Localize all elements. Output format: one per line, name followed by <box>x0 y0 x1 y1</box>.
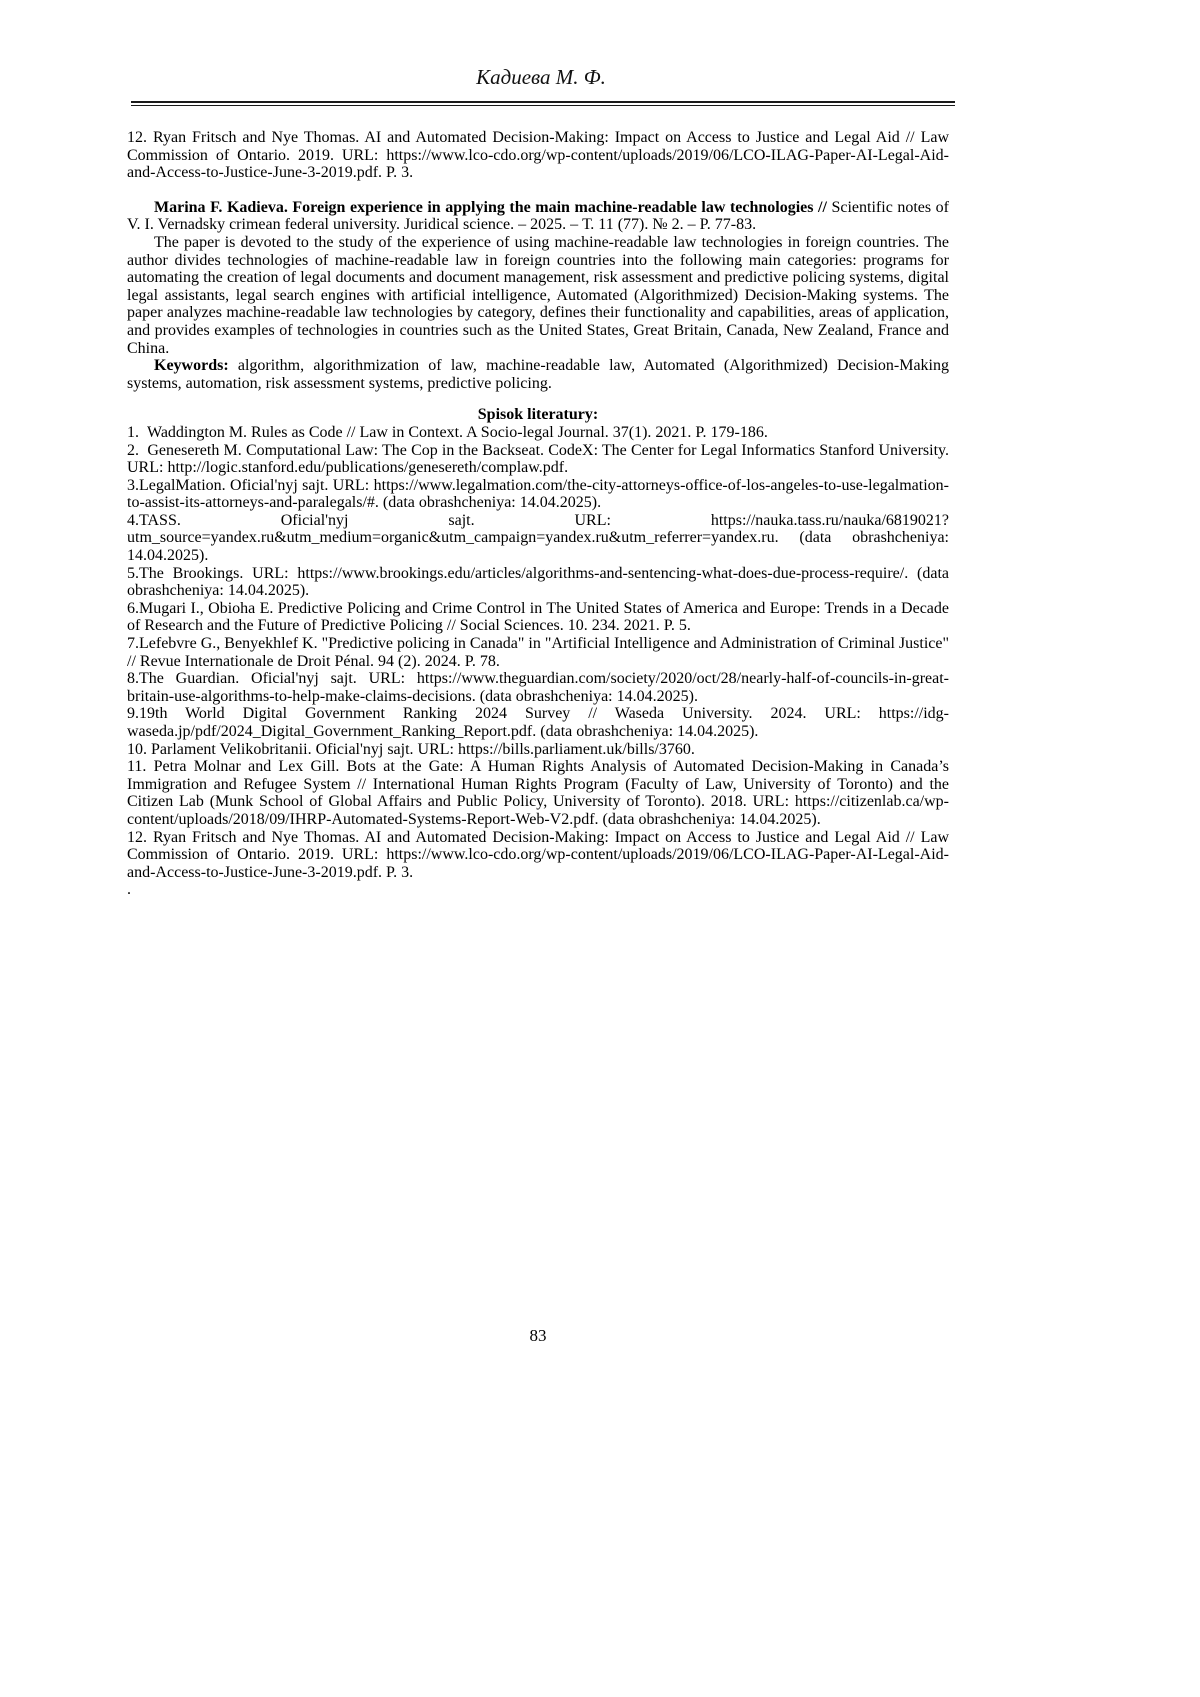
running-header <box>128 64 954 90</box>
reference-item-10: 10. Parlament Velikobritanii. Oficial'nyj sajt. URL: https://bills.parliament.uk/bills/3760. <box>127 740 695 758</box>
header-rule <box>131 101 955 106</box>
trailing-period: . <box>127 881 131 899</box>
page-content <box>127 129 949 899</box>
reference-item-6: 6.Mugari I., Obioha E. Predictive Policing and Crime Control in The United States of America and Europe: Trends in a Decade of Research and the Future of Predictive Policing // Social Sciences. 10. 234. 2021. P. 5. <box>127 599 949 635</box>
running-header-author: Кадиева М. Ф. <box>476 65 606 89</box>
references-heading: Spisok literatury: <box>477 406 599 424</box>
article-abstract: The paper is devoted to the study of the experience of using machine-readable law technologies in foreign countries. The author divides technologies of machine-readable law in foreign countries into the following main categories: programs for automating the creation of legal documents and document management, risk assessment and predictive policing systems, digital legal assistants, legal search engines with artificial intelligence, Automated (Algorithmized) Decision-Making systems. The paper analyzes machine-readable law technologies by category, defines their functionality and capabilities, areas of application, and provides examples of technologies in countries such as the United States, Great Britain, Canada, New Zealand, France and China. <box>127 233 949 357</box>
reference-item-12: 12. Ryan Fritsch and Nye Thomas. AI and Automated Decision-Making: Impact on Access to Justice and Legal Aid // Law Commission of Ontario. 2019. URL: https://www.lco-cdo.org/wp-content/uploads/2019/06/LCO-ILAG-Paper-AI-Legal-Aid-and-Access-to-Justice-June-3-2019.pdf. P. 3. <box>127 828 949 881</box>
reference-item-8: 8.The Guardian. Oficial'nyj sajt. URL: https://www.theguardian.com/society/2020/oct/28/nearly-half-of-councils-in-great-britain-use-algorithms-to-help-make-claims-decisions. (data obrashcheniya: 14.04.2025). <box>127 670 949 705</box>
reference-item-4: 4.TASS. Oficial'nyj sajt. URL: https://nauka.tass.ru/nauka/6819021?utm_source=yandex.ru&utm_medium=organic&utm_campaign=yandex.ru&utm_referrer=yandex.ru. (data obrashcheniya: 14.04.2025). <box>127 511 949 565</box>
reference-continuation: 12. Ryan Fritsch and Nye Thomas. AI and Automated Decision-Making: Impact on Access to Justice and Legal Aid // Law Commission of Ontario. 2019. URL: https://www.lco-cdo.org/wp-content/uploads/2019/06/LCO-ILAG-Paper-AI-Legal-Aid-and-Access-to-Justice-June-3-2019.pdf. P. 3. <box>127 129 949 182</box>
reference-item-2: 2. Genesereth M. Computational Law: The Cop in the Backseat. CodeX: The Center for Legal Informatics Stanford University. URL: http://logic.stanford.edu/publications/genesereth/complaw.pdf. <box>127 441 949 477</box>
reference-item-3: 3.LegalMation. Oficial'nyj sajt. URL: https://www.legalmation.com/the-city-attorneys-office-of-los-angeles-to-use-legalmation-to-assist-its-attorneys-and-paralegals/#. (data obrashcheniya: 14.04.2025). <box>127 476 949 512</box>
keywords-text: algorithm, algorithmization of law, machine-readable law, Automated (Algorithmized) Decision-Making systems, automation, risk assessment systems, predictive policing. <box>127 357 949 392</box>
article-citation-rest: Scientific notes of V. I. Vernadsky crimean federal university. Juridical science. – 2025. – Т. 11 (77). № 2. – P. 77-83. <box>127 198 949 234</box>
page-number: 83 <box>529 1326 547 1345</box>
reference-item-5: 5.The Brookings. URL: https://www.brookings.edu/articles/algorithms-and-sentencing-what-does-due-process-require/. (data obrashcheniya: 14.04.2025). <box>127 564 949 600</box>
reference-item-11: 11. Petra Molnar and Lex Gill. Bots at the Gate: A Human Rights Analysis of Automated Decision-Making in Canada’s Immigration and Refugee System // International Human Rights Program (Faculty of Law, University of Toronto) and the Citizen Lab (Munk School of Global Affairs and Public Policy, University of Toronto). 2018. URL: https://citizenlab.ca/wp-content/uploads/2018/09/IHRP-Automated-Systems-Report-Web-V2.pdf. (data obrashcheniya: 14.04.2025). <box>127 758 949 828</box>
article-keywords <box>127 357 949 392</box>
article-citation <box>127 199 949 234</box>
keywords-label: Keywords: <box>154 357 229 375</box>
reference-item-1: 1. Waddington M. Rules as Code // Law in Context. A Socio-legal Journal. 37(1). 2021. P. 179-186. <box>127 423 768 441</box>
reference-item-9: 9.19th World Digital Government Ranking 2024 Survey // Waseda University. 2024. URL: https://idg-waseda.jp/pdf/2024_Digital_Government_Ranking_Report.pdf. (data obrashcheniya: 14.04.2025). <box>127 705 949 740</box>
article-citation-bold: Marina F. Kadieva. Foreign experience in applying the main machine-readable law technologies // <box>154 198 827 216</box>
reference-item-7: 7.Lefebvre G., Benyekhlef K. "Predictive policing in Canada" in "Artificial Intelligence and Administration of Criminal Justice" // Revue Internationale de Droit Pénal. 94 (2). 2024. P. 78. <box>127 635 949 670</box>
